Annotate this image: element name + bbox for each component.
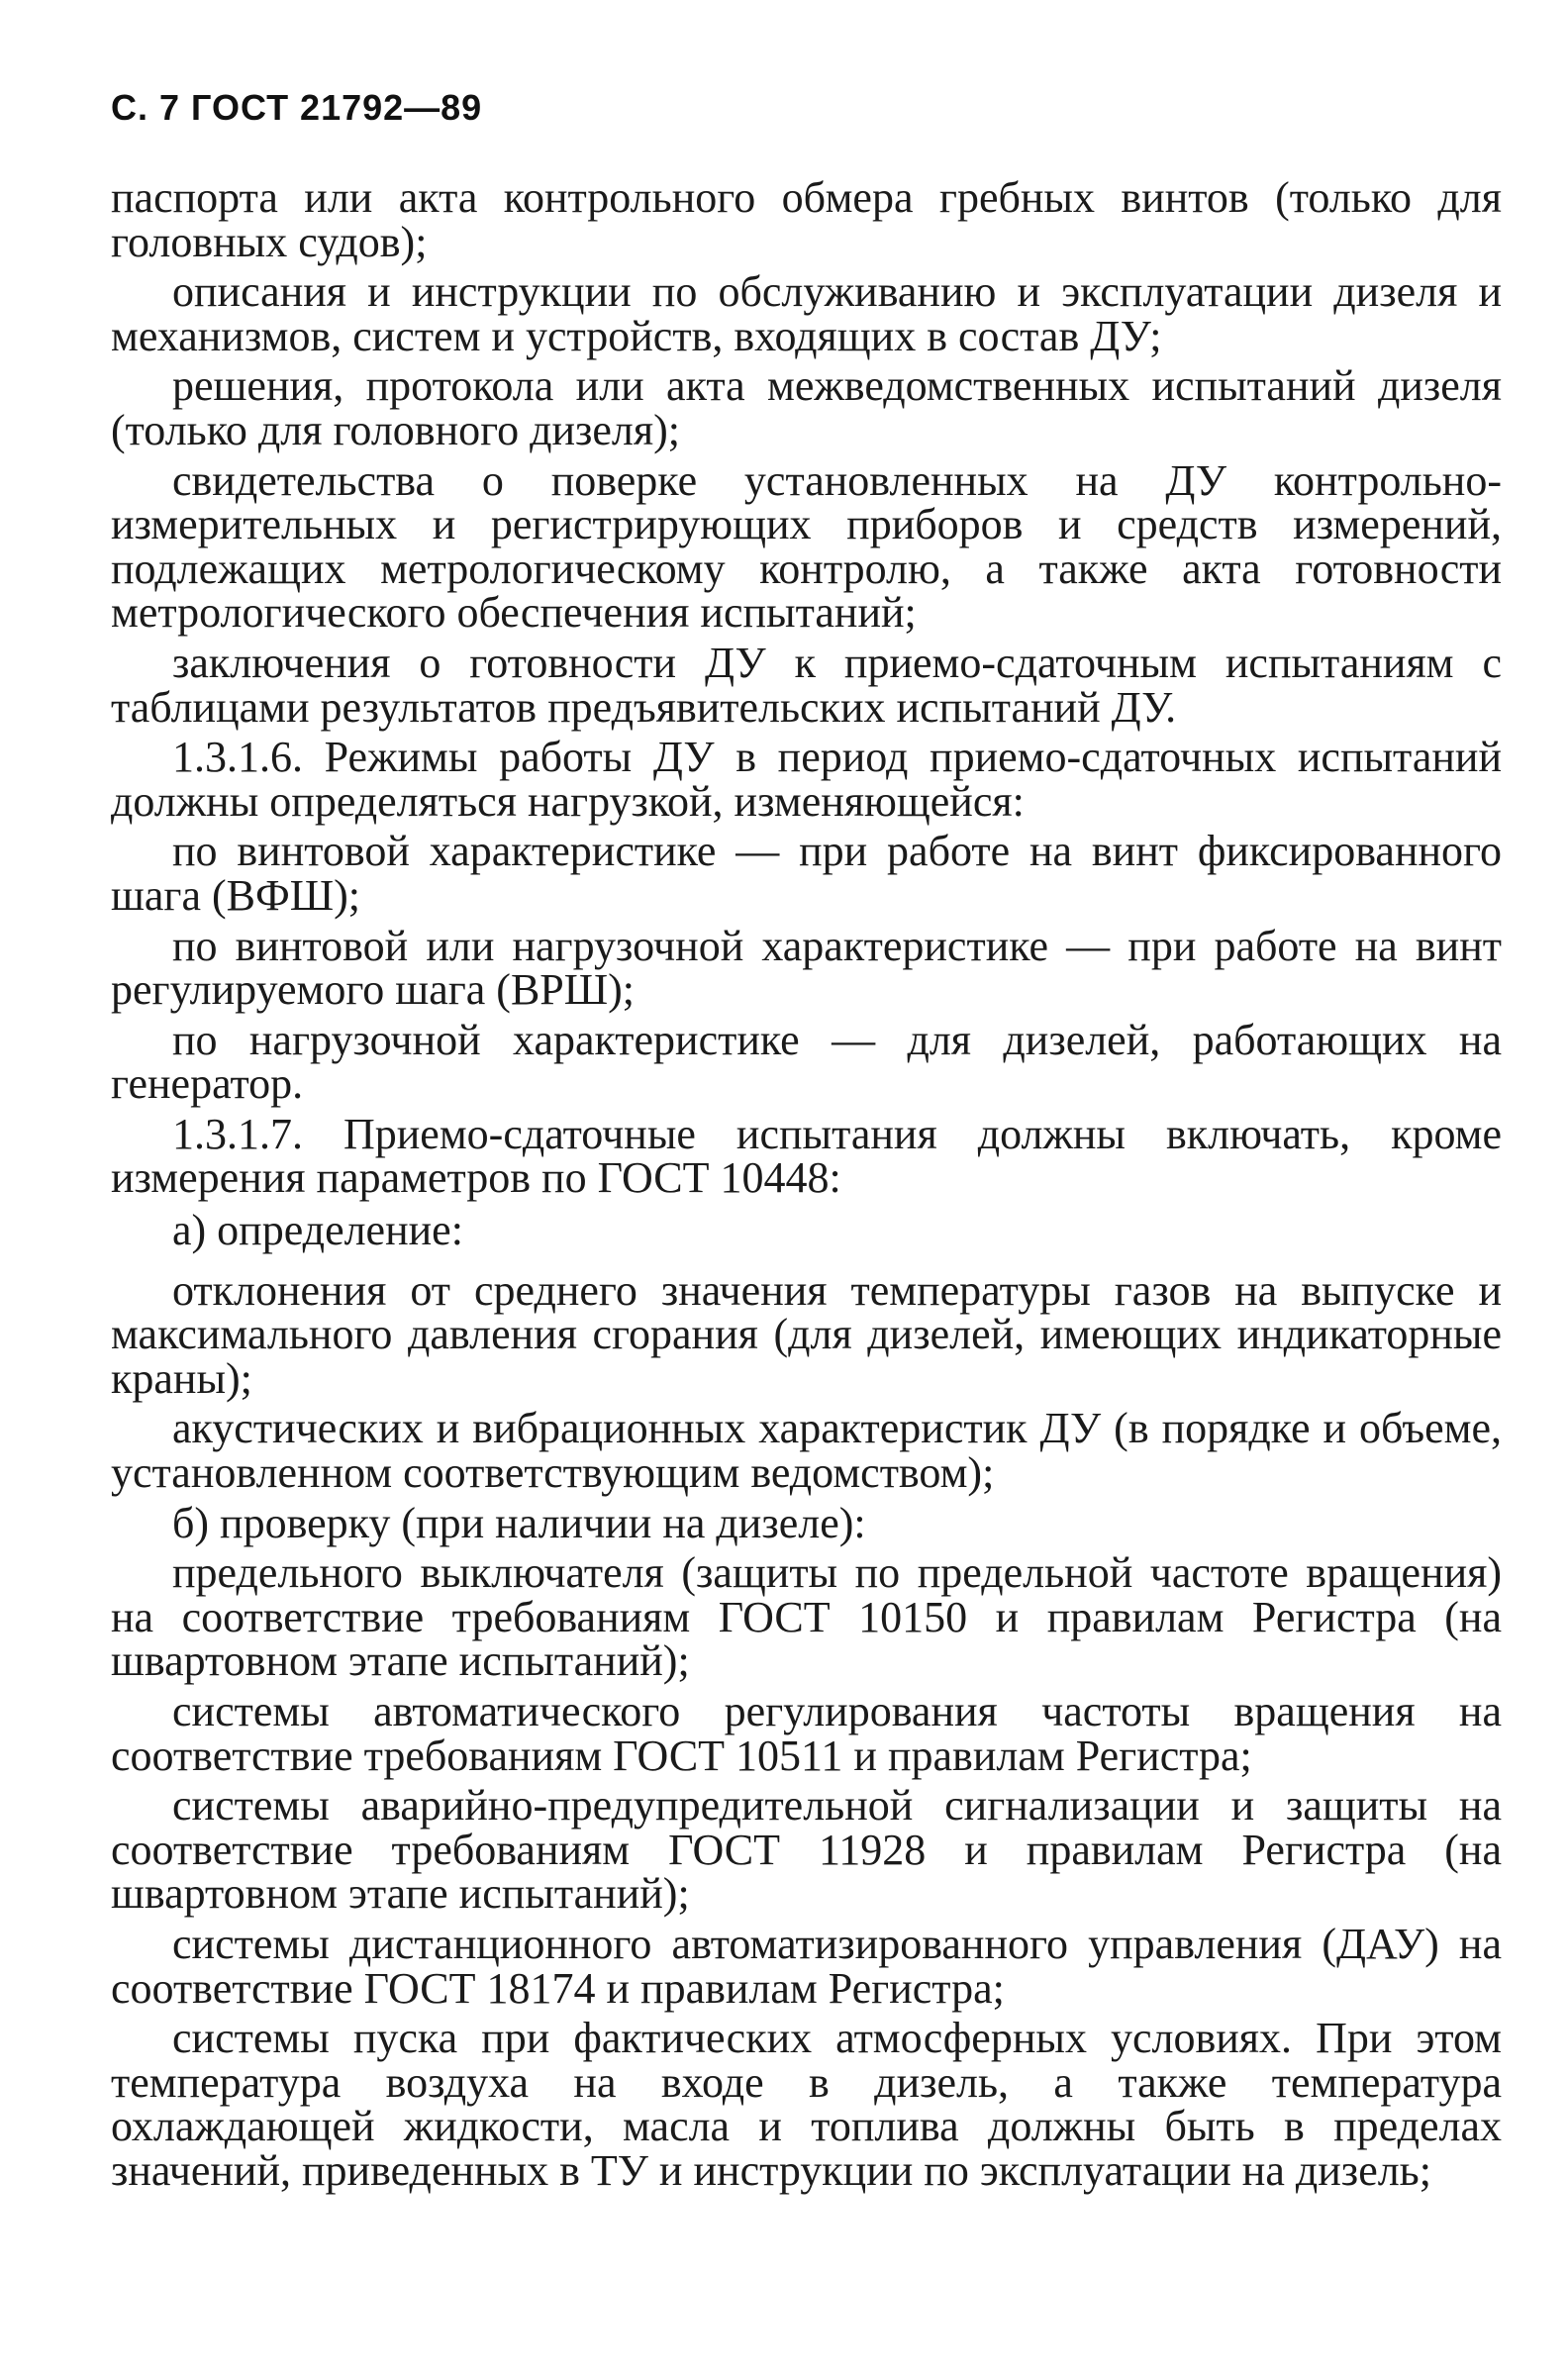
paragraph-certificate: свидетельства о поверке установленных на ДУ контрольно-измерительных и регистрирующих приборов и средств измерений, подлежащих метрологическому контролю, а также акта готовности метрологического обеспечения испытаний; [111, 455, 1502, 638]
paragraph-acoustic: акустических и вибрационных характеристик ДУ (в порядке и объеме, установленном соответствующим ведомством); [111, 1404, 1502, 1498]
paragraph-item-b: б) проверку (при наличии на дизеле): [172, 1498, 866, 1547]
paragraph-variable-pitch: по винтовой или нагрузочной характеристике — при работе на винт регулируемого шага (ВРШ); [111, 921, 1502, 1015]
paragraph-start-system: системы пуска при фактических атмосферных условиях. При этом температура воздуха на входе в дизель, а также температура охлаждающей жидкости, масла и топлива должны быть в пределах значений, приведенных в ТУ и инструкции по эксплуатации на дизель; [111, 2014, 1502, 2195]
paragraph-limit-switch: предельного выключателя (защиты по предельной частоте вращения) на соответствие требованиям ГОСТ 10150 и правилам Регистра (на швартовном этапе испытаний); [111, 1548, 1502, 1686]
paragraph-gas-temperature: отклонения от среднего значения температуры газов на выпуске и максимального давления сгорания (для дизелей, имеющих индикаторные краны); [111, 1265, 1502, 1403]
paragraph-section-1-3-1-7: 1.3.1.7. Приемо-сдаточные испытания должны включать, кроме измерения параметров по ГОСТ 10448: [111, 1109, 1502, 1203]
paragraph-passport: паспорта или акта контрольного обмера гребных винтов (только для головных судов); [111, 173, 1502, 266]
paragraph-remote-control: системы дистанционного автоматизированного управления (ДАУ) на соответствие ГОСТ 18174 и правилам Регистра; [111, 1919, 1502, 2013]
paragraph-fixed-pitch: по винтовой характеристике — при работе на винт фиксированного шага (ВФШ); [111, 827, 1502, 920]
paragraph-decision: решения, протокола или акта межведомственных испытаний дизеля (только для головного дизеля); [111, 361, 1502, 454]
paragraph-description: описания и инструкции по обслуживанию и эксплуатации дизеля и механизмов, систем и устройств, входящих в состав ДУ; [111, 267, 1502, 360]
paragraph-generator: по нагрузочной характеристике — для дизелей, работающих на генератор. [111, 1015, 1502, 1109]
body-text [111, 173, 1502, 2200]
page-header: С. 7 ГОСТ 21792—89 [111, 87, 483, 128]
paragraph-conclusion: заключения о готовности ДУ к приемо-сдаточным испытаниям с таблицами результатов предъявительских испытаний ДУ. [111, 638, 1502, 732]
paragraph-speed-control: системы автоматического регулирования частоты вращения на соответствие требованиям ГОСТ 10511 и правилам Регистра; [111, 1687, 1502, 1780]
paragraph-section-1-3-1-6: 1.3.1.6. Режимы работы ДУ в период приемо-сдаточных испытаний должны определяться нагрузкой, изменяющейся: [111, 733, 1502, 826]
paragraph-item-a: а) определение: [172, 1206, 463, 1255]
paragraph-alarm-system: системы аварийно-предупредительной сигнализации и защиты на соответствие требованиям ГОСТ 11928 и правилам Регистра (на швартовном этапе испытаний); [111, 1781, 1502, 1919]
